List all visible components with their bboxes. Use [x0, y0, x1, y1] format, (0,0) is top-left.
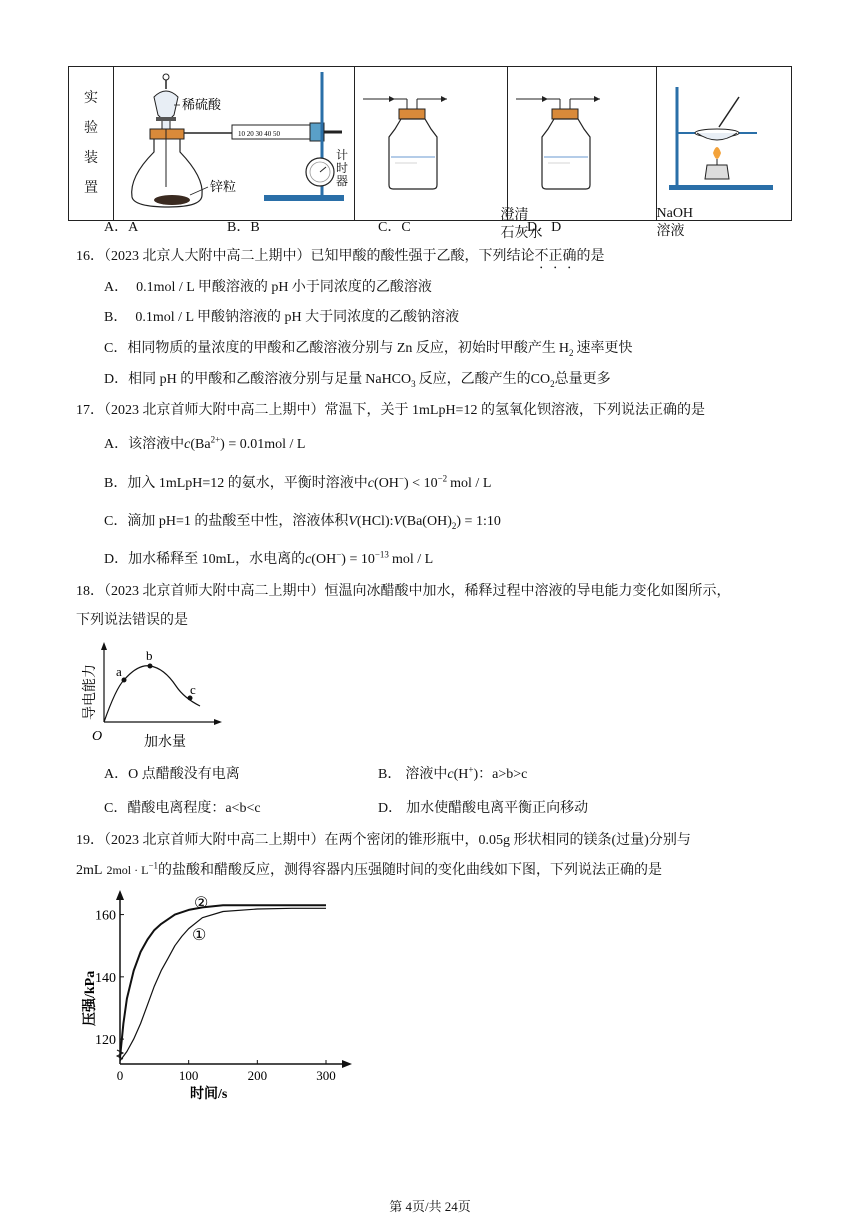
apparatus-cell-a [114, 67, 355, 221]
option-label: B． [378, 767, 402, 782]
math-variable: V [393, 514, 403, 529]
ion-charge: 2+ [210, 434, 221, 445]
conductivity-figure [76, 640, 226, 752]
point-a-label: a [116, 664, 122, 679]
timer-char: 器 [336, 174, 349, 188]
option-text: 相同 pH 的甲酸和乙酸溶液分别与足量 [128, 372, 363, 387]
label-char: 置 [84, 180, 98, 196]
question-number: 18． [76, 584, 104, 599]
option-text: O 点醋酸没有电离 [128, 767, 240, 782]
option-text: 0.1mol / L 甲酸溶液的 pH 小于同浓度的乙酸溶液 [136, 280, 432, 295]
q15-option-a: A．A [104, 220, 139, 235]
exponent: −1 [148, 860, 159, 871]
q16-option-a [104, 279, 432, 297]
label-char: 实 [84, 90, 98, 106]
formula-subscript: 2 [451, 520, 457, 531]
series-line [120, 905, 326, 1058]
option-label: C． [104, 801, 128, 816]
option-text: 该溶液中 [128, 437, 185, 452]
question-text: 已知甲酸的酸性强于乙酸，下列结论 [310, 249, 535, 264]
x-tick-label: 0 [116, 1068, 124, 1083]
option-text: ：a>b>c [478, 767, 528, 782]
option-text: 加水稀释至 10mL，水电离的 [128, 552, 306, 567]
q18-option-d [378, 800, 588, 818]
y-tick-label: 120 [95, 1033, 116, 1049]
timer-label [336, 149, 350, 188]
limewater-bottle [355, 67, 507, 215]
unit: 2mol · L [106, 863, 149, 877]
q15-option-b: B．B [227, 220, 260, 235]
formula: OH [426, 514, 448, 529]
question-text: 恒温向冰醋酸中加水，稀释过程中溶液的导电能力变化如图所示， [324, 584, 731, 599]
y-axis-label: 导电能力 [83, 664, 98, 720]
option-label: D． [104, 372, 129, 387]
option-label: C． [104, 341, 128, 356]
chart-series [120, 895, 326, 1061]
series-label: ① [192, 927, 207, 944]
option-label: D． [378, 801, 403, 816]
q16-option-c [104, 340, 633, 358]
option-label: B． [104, 476, 128, 491]
question-source: （2023 北京人大附中高二上期中） [104, 249, 311, 264]
label-line: 澄清 [500, 207, 529, 223]
question-text: 在两个密闭的锥形瓶中，0.05g 形状相同的镁条(过量)分别与 [324, 833, 691, 848]
question-source: （2023 北京首师大附中高二上期中） [104, 403, 325, 418]
q15-option-d: D．D [527, 220, 562, 235]
chart-y-label: 压强/kPa [83, 970, 98, 1026]
origin-label: O [92, 729, 103, 744]
label-line: NaOH [656, 205, 694, 221]
formula: H [558, 341, 570, 356]
option-text: mol / L [391, 552, 434, 567]
formula: HCl [361, 514, 385, 529]
q19-stem [76, 832, 691, 850]
option-label: A． [104, 767, 129, 782]
evaporating-dish-apparatus [657, 67, 791, 215]
question-number: 16． [76, 249, 104, 264]
label-char: 装 [84, 150, 98, 166]
zinc-label: 锌粒 [210, 179, 237, 194]
naoh-bottle [508, 67, 656, 215]
q19-stem-line2 [76, 861, 662, 880]
ion: OH [378, 476, 399, 491]
option-label: A． [104, 437, 129, 452]
ion: OH [315, 552, 337, 567]
q17-option-a: A．该溶液中$c(Ba^{2+}) = 0.01mol / L$ [104, 434, 306, 452]
q17-option-c: C．滴加 pH=1 的盐酸至中性，溶液体积$V(HCl):V(Ba(OH)_2)$ = 1:10 [104, 514, 501, 531]
y-tick-label: 160 [95, 908, 116, 924]
question-source: （2023 北京首师大附中高二上期中） [104, 833, 325, 848]
question-text: 的是 [576, 249, 605, 264]
q18-option-a [104, 766, 240, 784]
option-text: < 10 [412, 476, 438, 491]
ion: H [458, 767, 469, 782]
option-text: 加水使醋酸电离平衡正向移动 [406, 801, 589, 816]
q18-stem-line2: 下列说法错误的是 [76, 613, 188, 628]
q16-option-d [104, 371, 611, 389]
option-label: C． [104, 514, 128, 529]
formula: CO [530, 372, 551, 387]
page-footer: 第 4页/共 24页 [389, 1199, 471, 1214]
label-line: 溶液 [656, 223, 685, 239]
apparatus-row-label [69, 67, 114, 221]
option-label: A． [104, 280, 129, 295]
math-operator: : [389, 514, 394, 529]
option-label: D． [104, 552, 129, 567]
option-text: 溶液中 [405, 767, 448, 782]
option-text: = 10 [349, 552, 375, 567]
emphasis-text: 不正确 [534, 249, 577, 264]
exponent: −13 [374, 549, 389, 560]
option-text: 相同物质的量浓度的甲酸和乙酸溶液分别与 Zn 反应，初始时甲酸产生 [127, 341, 556, 356]
formula-subscript: 2 [550, 378, 555, 389]
formula: Ba [406, 514, 423, 529]
option-text: 速率更快 [576, 341, 633, 356]
option-text: 反应，乙酸产生的 [418, 372, 531, 387]
ion-charge: + [468, 764, 474, 775]
point-b-label: b [146, 648, 153, 663]
formula: NaHCO [365, 372, 412, 387]
exponent: −2 [437, 473, 448, 484]
chart-axes [116, 890, 352, 1068]
question-number: 17． [76, 403, 104, 418]
option-text: 滴加 pH=1 的盐酸至中性，溶液体积 [127, 514, 349, 529]
series-line [120, 908, 326, 1061]
x-tick-label: 300 [316, 1068, 336, 1083]
option-text: 醋酸电离程度：a<b<c [127, 801, 261, 816]
q18-option-b: B． 溶液中c(H+)：a>b>c [378, 764, 528, 782]
chart-ticks [95, 909, 336, 1083]
question-text: 常温下，关于 1mLpH=12 的氢氧化钡溶液，下列说法正确的是 [324, 403, 705, 418]
math-variable: c [305, 552, 312, 567]
q18-stem [76, 583, 731, 601]
x-axis-arrow [342, 1060, 352, 1068]
q16-stem [76, 248, 605, 272]
x-tick-label: 100 [178, 1068, 199, 1083]
q17-option-b: B．加入 1mLpH=12 的氨水，平衡时溶液中$c(OH^-) < 10^{-2}$ mol / L [104, 473, 492, 491]
timer-char: 时 [336, 161, 349, 175]
question-text: 2mL [76, 863, 103, 878]
chart-x-label: 时间/s [190, 1087, 228, 1102]
option-text: 0.1mol / L 甲酸钠溶液的 pH 大于同浓度的乙酸钠溶液 [135, 310, 460, 325]
x-tick-label: 200 [247, 1068, 268, 1083]
option-text: 加入 1mLpH=12 的氨水，平衡时溶液中 [127, 476, 368, 491]
ion-charge: − [398, 473, 404, 484]
q18-option-c [104, 800, 261, 818]
point-c-label: c [190, 682, 196, 697]
math-variable: c [447, 767, 454, 782]
option-text: 总量更多 [554, 372, 611, 387]
formula-subscript: 3 [411, 378, 416, 389]
math-variable: V [348, 514, 357, 529]
series-label: ② [194, 895, 209, 912]
ion-charge: − [336, 549, 342, 560]
option-text: = 1:10 [464, 514, 501, 529]
question-number: 19． [76, 833, 104, 848]
label-char: 验 [84, 120, 98, 136]
y-axis-arrow [116, 890, 124, 900]
option-text: mol / L [450, 476, 492, 491]
hydrogen-generation-apparatus [114, 67, 352, 215]
question-source: （2023 北京首师大附中高二上期中） [104, 584, 325, 599]
timer-char: 计 [336, 148, 349, 162]
apparatus-cell-d [657, 67, 792, 221]
naoh-label [657, 205, 694, 241]
math-variable: c [367, 476, 375, 491]
option-text: = 0.01mol / L [228, 437, 306, 452]
pressure-time-chart [70, 886, 360, 1104]
q15-option-c: C．C [378, 220, 411, 235]
label-line: 石灰水 [500, 225, 543, 241]
math-variable: c [184, 437, 191, 452]
q16-option-b [104, 309, 459, 327]
ion: Ba [195, 437, 211, 452]
y-tick-label: 140 [95, 970, 116, 986]
x-axis-label: 加水量 [144, 735, 186, 750]
q17-option-d: D．加水稀释至 10mL，水电离的$c(OH^-) = 10^{-13}$ mol / L [104, 549, 434, 567]
q17-stem [76, 402, 705, 420]
option-label: B． [104, 310, 128, 325]
syringe-scale: 10 20 30 40 50 [238, 130, 280, 138]
acid-label: 稀硫酸 [182, 97, 222, 112]
formula-subscript: 2 [569, 347, 574, 358]
question-text: 的盐酸和醋酸反应，测得容器内压强随时间的变化曲线如下图，下列说法正确的是 [158, 863, 663, 878]
